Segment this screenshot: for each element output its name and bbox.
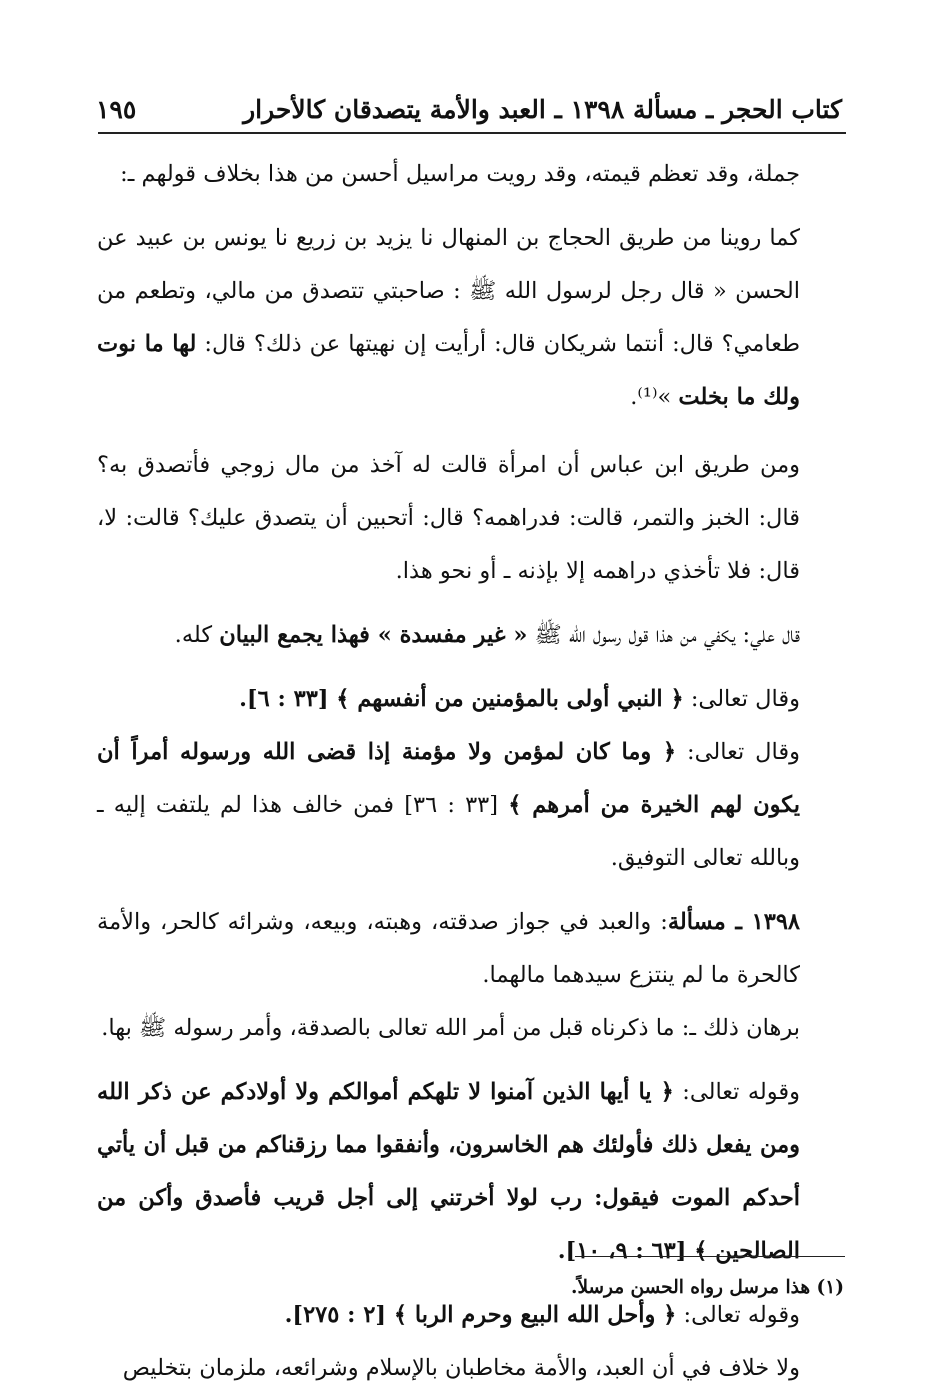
page-number: ١٩٥ [96, 95, 137, 124]
paragraph-2: كما روينا من طريق الحجاج بن المنهال نا يزيد بن زريع نا يونس بن عبيد عن الحسن « قال رجل لرسول الله ﷺ : صاحبتي تتصدق من مالي، وتطعم من طعامي؟ قال: أنتما شريكان قال: أرأيت إن نهيتها عن ذلك؟ قال: لها ما نوت ولك ما بخلت »⁽¹⁾. [97, 225, 800, 410]
paragraph-4: قال علي: يكفي من هذا قول رسول الله ﷺ « غير مفسدة » فهذا يجمع البيان كله. [174, 622, 800, 648]
paragraph-8: برهان ذلك ـ: ما ذكرناه قبل من أمر الله تعالى بالصدقة، وأمر رسوله ﷺ بها. [101, 1015, 800, 1041]
issue-number: ١٣٩٨ ـ مسألة [667, 909, 801, 935]
paragraph-10: وقوله تعالى: ﴿ وأحل الله البيع وحرم الربا ﴾ [٢ : ٢٧٥]. [284, 1302, 800, 1328]
footnote-divider [575, 1256, 845, 1257]
paragraph-3: ومن طريق ابن عباس أن امرأة قالت له آخذ من مال زوجي فأتصدق به؟ قال: الخبز والتمر، قالت: فدراهمه؟ قال: أتحبين أن يتصدق عليك؟ قالت: لا، قال: فلا تأخذي دراهمه إلا بإذنه ـ أو نحو هذا. [97, 452, 800, 584]
main-text [97, 148, 840, 1395]
paragraph-6: وقال تعالى: ﴿ وما كان لمؤمن ولا مؤمنة إذا قضى الله ورسوله أمراً أن يكون لهم الخيرة من أمرهم ﴾ [٣٣ : ٣٦] فمن خالف هذا لم يلتفت إليه ـ وبالله تعالى التوفيق. [97, 739, 801, 871]
issue-1398: ١٣٩٨ ـ مسألة: والعبد في جواز صدقته، وهبته، وبيعه، وشرائه كالحر، والأمة كالحرة ما لم ينتزع سيدهما مالهما. [97, 909, 801, 988]
paragraph-5: وقال تعالى: ﴿ النبي أولى بالمؤمنين من أنفسهم ﴾ [٣٣ : ٦]. [239, 686, 800, 712]
running-title: كتاب الحجر ـ مسألة ١٣٩٨ ـ العبد والأمة يتصدقان كالأحرار [243, 95, 842, 124]
paragraph-9: وقوله تعالى: ﴿ يا أيها الذين آمنوا لا تلهكم أموالكم ولا أولادكم عن ذكر الله ومن يفعل ذلك فأولئك هم الخاسرون، وأنفقوا مما رزقناكم من قبل أن يأتي أحدكم الموت فيقول: رب لولا أخرتني إلى أجل قريب فأصدق وأكن من الصالحين ﴾ [٦٣ : ٩، ١٠]. [97, 1079, 800, 1264]
paragraph-11: ولا خلاف في أن العبد، والأمة مخاطبان بالإسلام وشرائعه، ملزمان بتخليص [122, 1355, 800, 1381]
running-header [96, 84, 842, 124]
paragraph-1: جملة، وقد تعظم قيمته، وقد رويت مراسيل أحسن من هذا بخلاف قولهم ـ: [120, 161, 800, 187]
header-divider [98, 132, 846, 134]
footnote-1: (١) هذا مرسل رواه الحسن مرسلاً. [571, 1277, 844, 1298]
